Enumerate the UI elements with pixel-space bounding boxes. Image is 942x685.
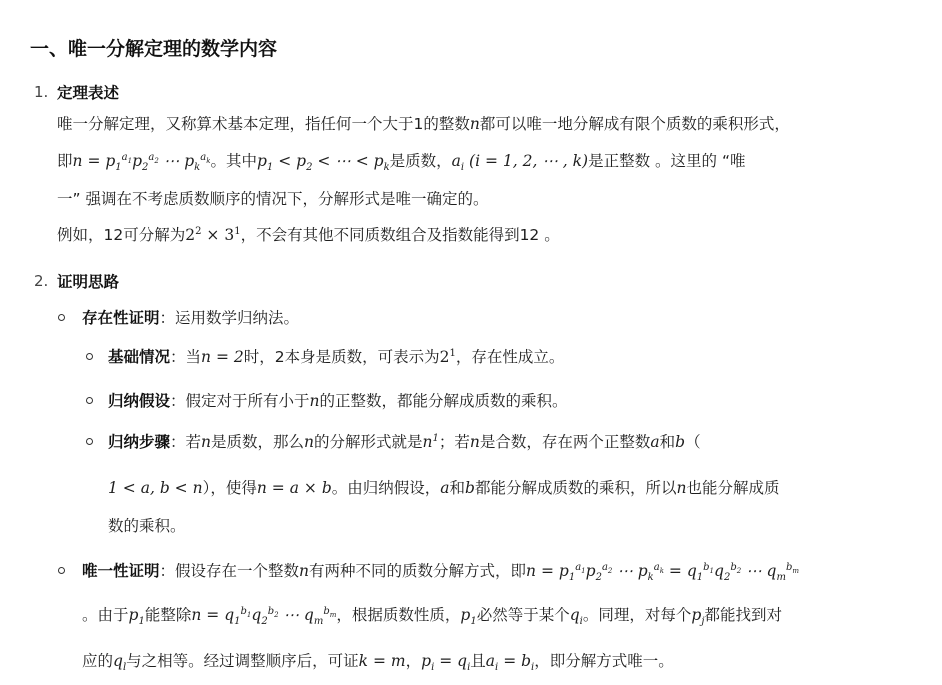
bullet-icon — [86, 397, 93, 404]
list-number-2: 2. — [34, 272, 49, 290]
math-formula: 1 < a, b < n — [108, 479, 203, 497]
math-var: n — [469, 115, 480, 133]
math-formula: $a_i = b_i$ — [485, 652, 535, 674]
text: 是正整数 。这里的 “唯 — [588, 152, 746, 170]
math-formula: $n^1$ — [422, 432, 439, 451]
text: 且 — [470, 652, 486, 670]
math-formula: n = 2 — [201, 348, 244, 366]
uniqueness-line-2 — [82, 604, 782, 626]
text: ），使得 — [202, 479, 257, 497]
section-heading: 一、唯一分解定理的数学内容 — [30, 38, 278, 60]
bullet-icon — [58, 567, 65, 574]
text: ， — [405, 652, 422, 670]
bullet-icon — [86, 353, 93, 360]
math-var: n — [676, 479, 687, 497]
text: 的正整数，都能分解成质数的乘积。 — [319, 392, 568, 410]
text: ：假定对于所有小于 — [170, 392, 310, 410]
text: ，根据质数性质， — [336, 606, 461, 624]
step-line-1 — [108, 431, 701, 453]
text: 和 — [659, 433, 676, 451]
math-var: $p_1$ — [128, 606, 145, 628]
label: 存在性证明 — [82, 309, 160, 327]
text: 是质数， — [389, 152, 452, 170]
text: 都能找到对 — [704, 606, 782, 624]
text: 是合数，存在两个正整数 — [479, 433, 651, 451]
math-var: b — [675, 433, 686, 451]
base-case-line — [108, 346, 564, 368]
text: ，存在性成立。 — [455, 348, 565, 366]
section1-title: 定理表述 — [57, 84, 120, 102]
math-var: n — [299, 562, 310, 580]
text: ：若 — [170, 433, 202, 451]
text: 必然等于某个 — [476, 606, 570, 624]
math-var: b — [465, 479, 475, 497]
section2-title: 证明思路 — [57, 273, 120, 291]
uniqueness-line-1 — [82, 560, 799, 582]
text: 应的 — [82, 652, 114, 670]
text: 。由于 — [82, 606, 129, 624]
math-formula: $n = p_1^{a_1}p_2^{a_2}$ ⋯ $p_k^{a_k} = q_1^{b_1}q_2^{b_2}$ ⋯ $q_m^{b_m}$ — [526, 561, 800, 584]
section1-line2 — [57, 150, 745, 172]
text: ：运用数学归纳法。 — [159, 309, 300, 327]
bullet-icon — [58, 314, 65, 321]
list-number-1: 1. — [34, 83, 49, 101]
math-var: $p_j$ — [691, 606, 705, 628]
text: 。由归纳假设， — [331, 479, 441, 497]
math-formula: $p_i = q_i$ — [421, 652, 471, 674]
hypothesis-line — [108, 390, 568, 412]
math-formula: $2^2 \times 3^1$ — [185, 225, 241, 244]
math-formula: $2^1$ — [439, 347, 456, 366]
math-formula: n = a × b — [256, 479, 332, 497]
existence-line — [82, 307, 299, 329]
text: 与之相等。经过调整顺序后，可证 — [126, 652, 359, 670]
math-var: a — [440, 479, 450, 497]
math-formula: $n = q_1^{b_1}q_2^{b_2}$ ⋯ $q_m^{b_m}$ — [191, 605, 337, 628]
math-var: n — [201, 433, 212, 451]
text: ：当 — [170, 348, 202, 366]
math-formula: k = m — [358, 652, 406, 670]
text: 能整除 — [144, 606, 192, 624]
text: ，即分解方式唯一。 — [534, 652, 674, 670]
math-var: n — [304, 433, 315, 451]
text: 例如，12可分解为 — [57, 226, 186, 244]
step-line-3: 数的乘积。 — [108, 517, 186, 535]
math-var: n — [469, 433, 480, 451]
section1-line1 — [57, 113, 790, 135]
text: （ — [685, 433, 701, 451]
text: 即 — [57, 152, 73, 170]
text: 和 — [449, 479, 466, 497]
text: ：假设存在一个整数 — [159, 562, 300, 580]
text: 。同理，对每个 — [582, 606, 692, 624]
math-var: $p_1$ — [460, 606, 477, 628]
math-var: n — [309, 392, 320, 410]
math-formula: $a_i$ (i = 1, 2, ⋯ , k) — [451, 152, 589, 174]
section1-line4 — [57, 224, 560, 246]
text: 的分解形式就是 — [314, 433, 423, 451]
text: 唯一分解定理，又称算术基本定理，指任何一个大于1的整数 — [57, 115, 470, 133]
label: 归纳步骤 — [108, 433, 171, 451]
text: 有两种不同的质数分解方式，即 — [309, 562, 527, 580]
label: 归纳假设 — [108, 392, 171, 410]
uniqueness-line-3 — [82, 650, 674, 672]
text: ，不会有其他不同质数组合及指数能得到12 。 — [240, 226, 560, 244]
text: 时，2本身是质数，可表示为 — [243, 348, 440, 366]
section1-line3: 一” 强调在不考虑质数顺序的情况下，分解形式是唯一确定的。 — [57, 190, 489, 208]
math-formula: $n = p_1^{a_1}p_2^{a_2}$ ⋯ $p_k^{a_k}$ — [72, 151, 211, 174]
text: 是质数，那么 — [211, 433, 305, 451]
text: ；若 — [438, 433, 470, 451]
math-formula: $p_1 < p_2$ < ⋯ < $p_k$ — [256, 152, 390, 174]
label: 唯一性证明 — [82, 562, 160, 580]
step-line-2 — [108, 477, 779, 499]
label: 基础情况 — [108, 348, 171, 366]
text: 也能分解成质 — [686, 479, 780, 497]
text: 。其中 — [210, 152, 257, 170]
math-var: $q_l$ — [113, 652, 127, 674]
text: 都能分解成质数的乘积，所以 — [474, 479, 677, 497]
math-var: a — [650, 433, 660, 451]
bullet-icon — [86, 438, 93, 445]
text: 都可以唯一地分解成有限个质数的乘积形式， — [479, 115, 790, 133]
math-var: $q_i$ — [569, 606, 583, 628]
